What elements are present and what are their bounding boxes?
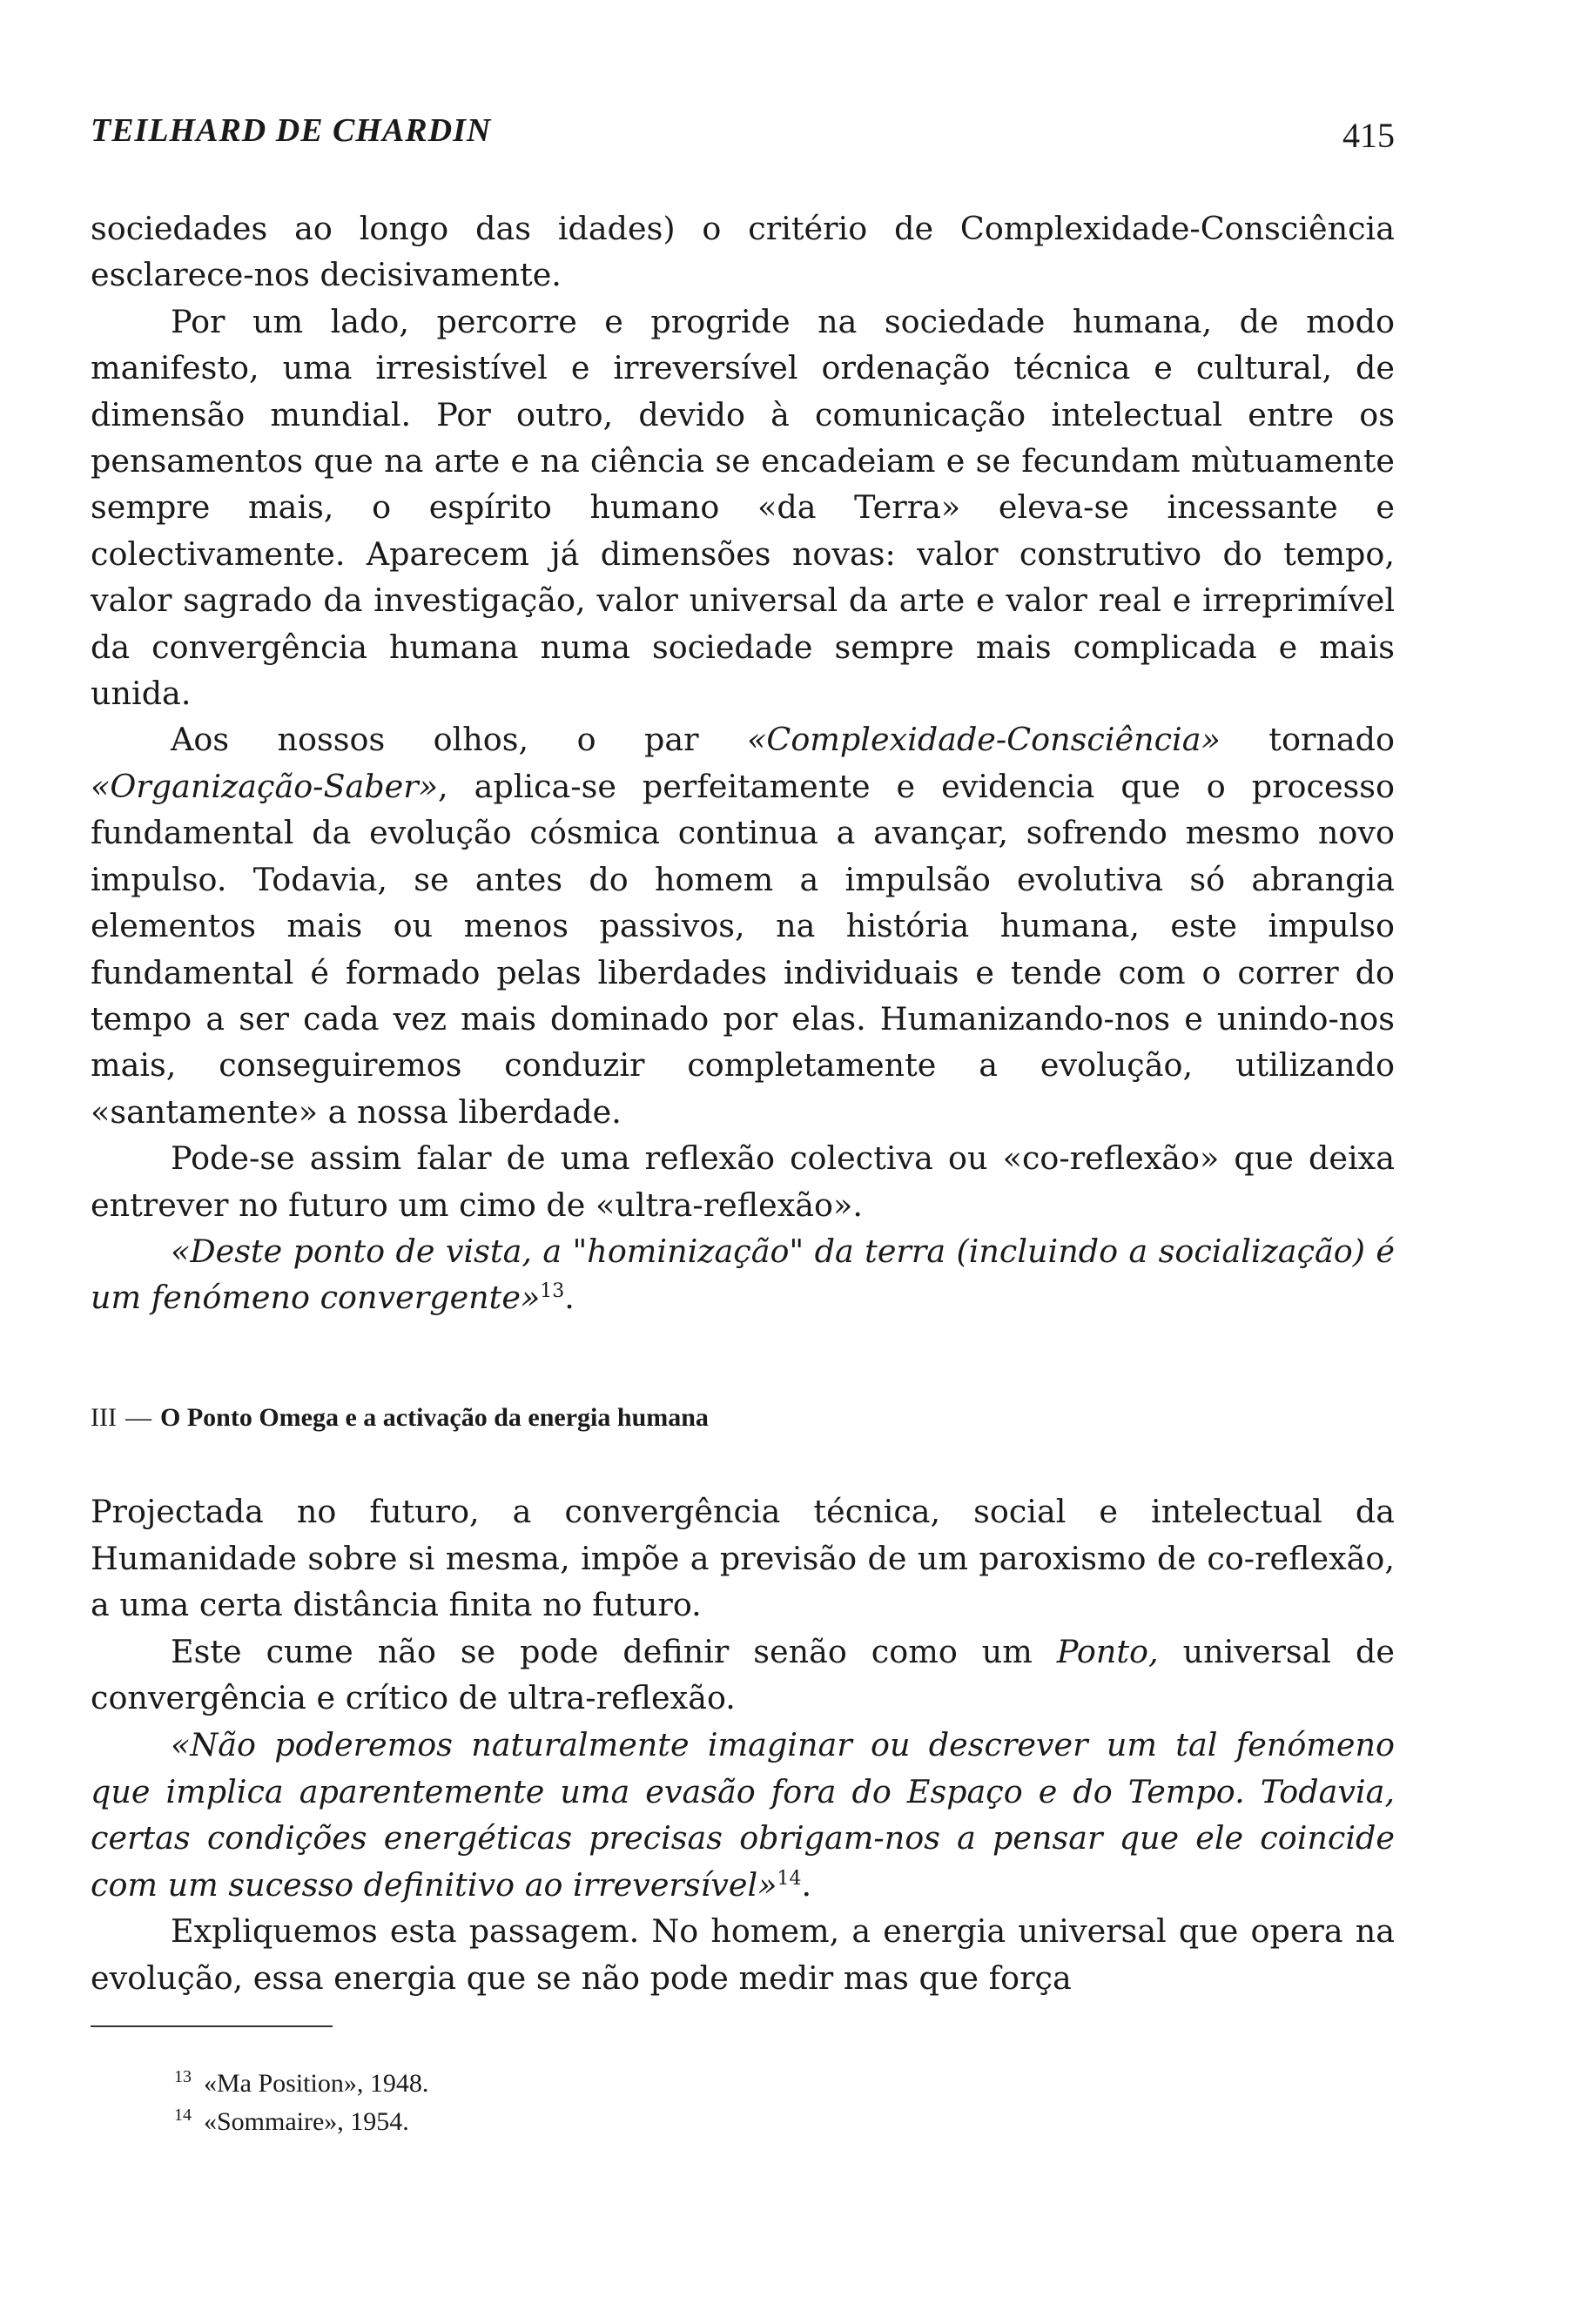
running-title: TEILHARD DE CHARDIN <box>91 112 492 149</box>
quote-text-1: «Deste ponto de vista, a "hominização" da terra (incluindo a socialização) é um fenómeno convergente» <box>91 1232 1395 1317</box>
quote-paragraph-1 <box>91 1228 1395 1321</box>
section-dash: — <box>124 1403 151 1432</box>
paragraph-3-italic-term-2: «Organização-Saber» <box>91 767 439 805</box>
footnote-14-number: 14 <box>174 2106 192 2125</box>
footnotes <box>174 2065 958 2141</box>
paragraph-3-text-b: tornado <box>1220 721 1395 759</box>
quote-paragraph-2 <box>91 1722 1395 1908</box>
footnote-divider <box>91 2025 333 2027</box>
footnote-14-text: «Sommaire», 1954. <box>204 2107 409 2136</box>
quote-text-2: «Não poderemos naturalmente imaginar ou descrever um tal fenómeno que implica aparentemente uma evasão fora do Espaço e do Tempo. Todavia, certas condições energéticas precisas obrigam-nos a pensar que ele coincide com um sucesso definitivo ao irreversível» <box>91 1725 1395 1904</box>
paragraph-6 <box>91 1629 1395 1722</box>
body-text-part-2 <box>91 1488 1395 2002</box>
paragraph-4: Pode-se assim falar de uma reflexão colectiva ou «co-reflexão» que deixa entrever no futuro um cimo de «ultra-reflexão». <box>91 1139 1395 1224</box>
quote-tail-1: . <box>564 1279 575 1317</box>
paragraph-5: Projectada no futuro, a convergência técnica, social e intelectual da Humanidade sobre si mesma, impõe a previsão de um paroxismo de co-reflexão, a uma certa distância finita no futuro. <box>91 1493 1395 1624</box>
body-text-part-1 <box>91 205 1395 1321</box>
section-title: O Ponto Omega e a activação da energia humana <box>159 1403 709 1432</box>
footnote-13-text: «Ma Position», 1948. <box>204 2069 429 2098</box>
paragraph-3-italic-term-1: «Complexidade-Consciência» <box>747 721 1221 759</box>
footnote-ref-14: 14 <box>777 1867 802 1890</box>
paragraph-3-text-c: , aplica-se perfeitamente e evidencia que o processo fundamental da evolução cósmica continua a avançar, sofrendo mesmo novo impulso. Todavia, se antes do homem a impulsão evolutiva só abrangia elementos mais ou menos passivos, na história humana, este impulso fundamental é formado pelas liberdades individuais e tende com o correr do tempo a ser cada vez mais dominado por elas. Humanizando-nos e unindo-nos mais, conseguiremos conduzir completamente a evolução, utilizando «santamente» a nossa liberdade. <box>91 767 1395 1131</box>
paragraph-3-text-a: Aos nossos olhos, o par <box>171 721 748 759</box>
footnote-13 <box>174 2065 958 2103</box>
paragraph-1: sociedades ao longo das idades) o critério de Complexidade-Consciência esclarece-nos decisivamente. <box>91 210 1395 294</box>
quote-tail-2: . <box>801 1865 812 1904</box>
paragraph-6-italic-term: Ponto, <box>1056 1632 1159 1670</box>
paragraph-6-text-b: universal de convergência e crítico de ultra-reflexão. <box>91 1632 1395 1717</box>
paragraph-2: Por um lado, percorre e progride na sociedade humana, de modo manifesto, uma irresistível e irreversível ordenação técnica e cultural, de dimensão mundial. Por outro, devido à comunicação intelectual entre os pensamentos que na arte e na ciência se encadeiam e se fecundam mùtuamente sempre mais, o espírito humano «da Terra» eleva-se incessante e colectivamente. Aparecem já dimensões novas: valor construtivo do tempo, valor sagrado da investigação, valor universal da arte e valor real e irreprimível da convergência humana numa sociedade sempre mais complicada e mais unida. <box>91 302 1395 713</box>
running-head <box>91 111 1395 155</box>
footnote-14 <box>174 2103 958 2141</box>
section-number: III <box>91 1403 117 1432</box>
footnote-13-number: 13 <box>174 2067 192 2086</box>
page-number: 415 <box>1342 116 1395 155</box>
footnote-ref-13: 13 <box>540 1280 565 1303</box>
paragraph-3 <box>91 716 1395 1135</box>
section-heading <box>91 1403 1395 1433</box>
paragraph-7: Expliquemos esta passagem. No homem, a energia universal que opera na evolução, essa energia que se não pode medir mas que força <box>91 1912 1395 1997</box>
paragraph-6-text-a: Este cume não se pode definir senão como um <box>171 1632 1057 1670</box>
